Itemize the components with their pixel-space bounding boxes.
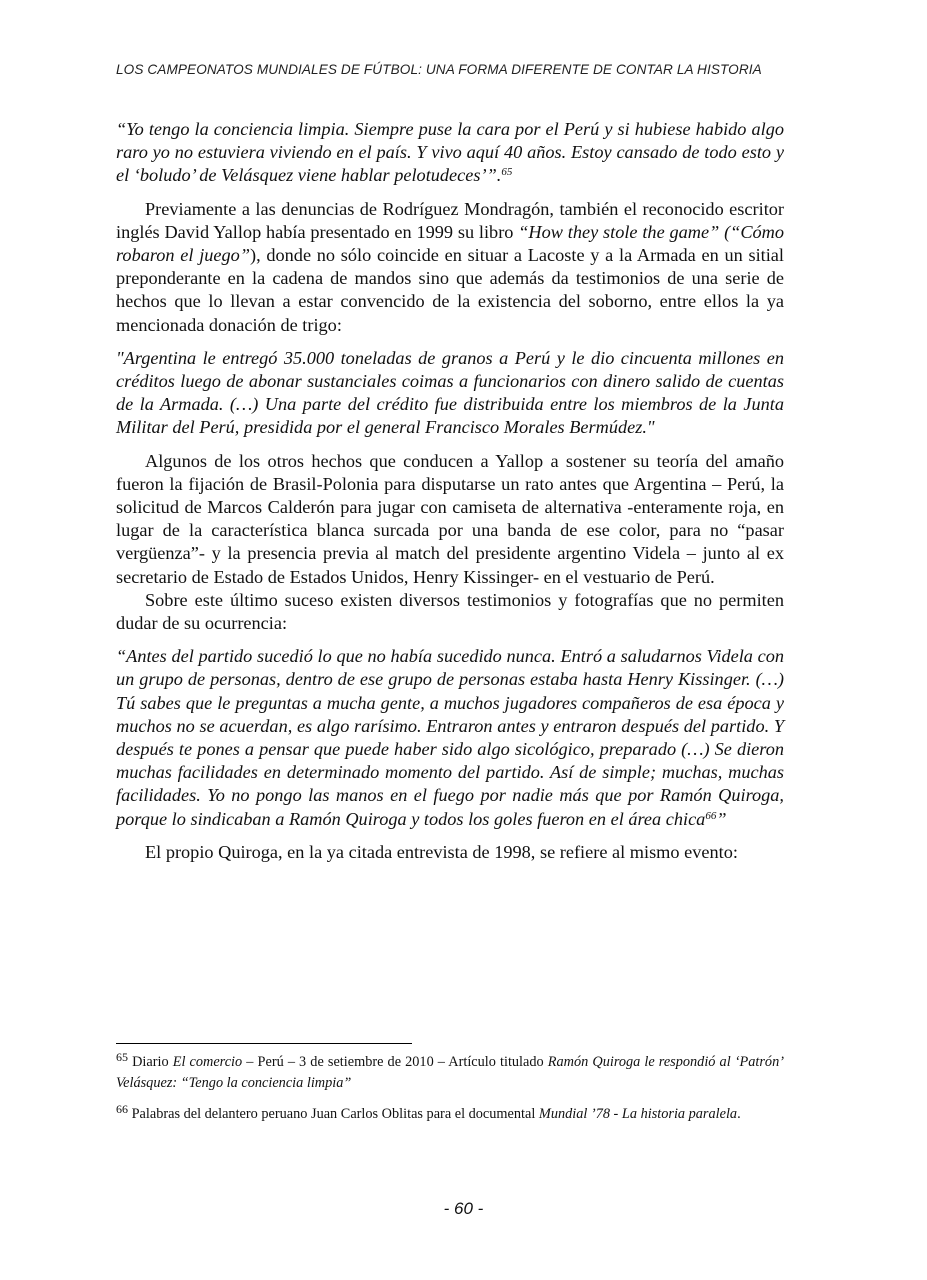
running-header: LOS CAMPEONATOS MUNDIALES DE FÚTBOL: UNA FORMA DIFERENTE DE CONTAR LA HISTORIA: [116, 62, 762, 77]
footnote-divider: [116, 1043, 412, 1044]
footnote-number: 65: [116, 1050, 128, 1064]
footnote-italic: Ramón Quiroga le respondió al ‘Patrón’ Velásquez: “Tengo la conciencia limpia”: [116, 1054, 784, 1091]
footnote-65: [116, 1052, 784, 1094]
page-number: - 60 -: [443, 1199, 484, 1218]
quote-text: “Antes del partido sucedió lo que no había sucedido nunca. Entró a saludarnos Videla con un grupo de personas, dentro de ese grupo de personas estaba hasta Henry Kissinger. (…) Tú sabes que le preguntas a mucha gente, a muchos jugadores compañeros de esa época y muchos no se acuerdan, es algo rarísimo. Entraron antes y entraron después del partido. Y después te pones a pensar que puede haber sido algo sicológico, preparado (…) Se dieron muchas facilidades en determinado momento del partido. Así de simple; muchas, muchas facilidades. Yo no pongo las manos en el fuego por nadie más que por Ramón Quiroga, porque lo sindicaban a Ramón Quiroga y todos los goles fueron en el área chica: [116, 646, 784, 829]
footnote-italic: El comercio: [172, 1054, 243, 1070]
footnote-text: .: [737, 1106, 741, 1122]
quote-yallop: "Argentina le entregó 35.000 toneladas de granos a Perú y le dio cincuenta millones en créditos luego de abonar sustanciales coimas a funcionarios con dinero salido de cuentas de la Armada. (…) Una parte del crédito fue distribuida entre los miembros de la Junta Militar del Perú, presidida por el general Francisco Morales Bermúdez.": [116, 347, 784, 438]
footnote-italic: Mundial ’78 - La historia paralela: [538, 1106, 738, 1122]
footnote-ref-65: 65: [501, 166, 513, 179]
body-text: [116, 118, 784, 864]
paragraph-yallop: [116, 198, 784, 337]
footnote-text: Palabras del delantero peruano Juan Carlos Oblitas para el documental: [128, 1106, 539, 1122]
footnote-66: [116, 1104, 784, 1125]
footnote-text: – Perú – 3 de setiembre de 2010 – Artículo titulado: [242, 1054, 548, 1070]
paragraph-text: Previamente a las denuncias de Rodríguez Mondragón, también el reconocido escritor inglés David Yallop había presentado en 1999 su libro: [116, 198, 784, 242]
paragraph-quiroga: El propio Quiroga, en la ya citada entrevista de 1998, se refiere al mismo evento:: [145, 841, 738, 862]
paragraph-amano: Algunos de los otros hechos que conducen a Yallop a sostener su teoría del amaño fueron la fijación de Brasil-Polonia para disputarse un rato antes que Argentina – Perú, la solicitud de Marcos Calderón para jugar con camiseta de alternativa -enteramente roja, en lugar de la característica blanca surcada por una banda de ese color, para no “pasar vergüenza”- y la presencia previa al match del presidente argentino Videla – junto al ex secretario de Estado de Estados Unidos, Henry Kissinger- en el vestuario de Perú.: [116, 450, 784, 587]
footnote-text: Diario: [128, 1054, 173, 1070]
quote-text: “Yo tengo la conciencia limpia. Siempre puse la cara por el Perú y si hubiese habido algo raro yo no estuviera viviendo en el país. Y vivo aquí 40 años. Estoy cansado de todo esto y el ‘boludo’ de Velásquez viene hablar pelotudeces’”.: [116, 119, 784, 186]
footnote-ref-66: 66: [705, 809, 717, 822]
book-title: “How they stole the game” (“Cómo robaron el juego”: [116, 221, 784, 266]
footnote-number: 66: [116, 1102, 128, 1116]
quote-oblitas: [116, 645, 784, 831]
footnotes: [116, 1052, 784, 1135]
quote-close: ”: [716, 808, 727, 829]
paragraph-testimonios: Sobre este último suceso existen diversos testimonios y fotografías que no permiten dudar de su ocurrencia:: [116, 589, 784, 634]
paragraph-text: ), donde no sólo coincide en situar a Lacoste y a la Armada en un sitial preponderante en la cadena de mandos sino que además da testimonios de una serie de hechos que lo llevan a estar convencido de la existencia del soborno, entre ellos la ya mencionada donación de trigo:: [116, 245, 784, 335]
quote-quiroga: [116, 118, 784, 188]
